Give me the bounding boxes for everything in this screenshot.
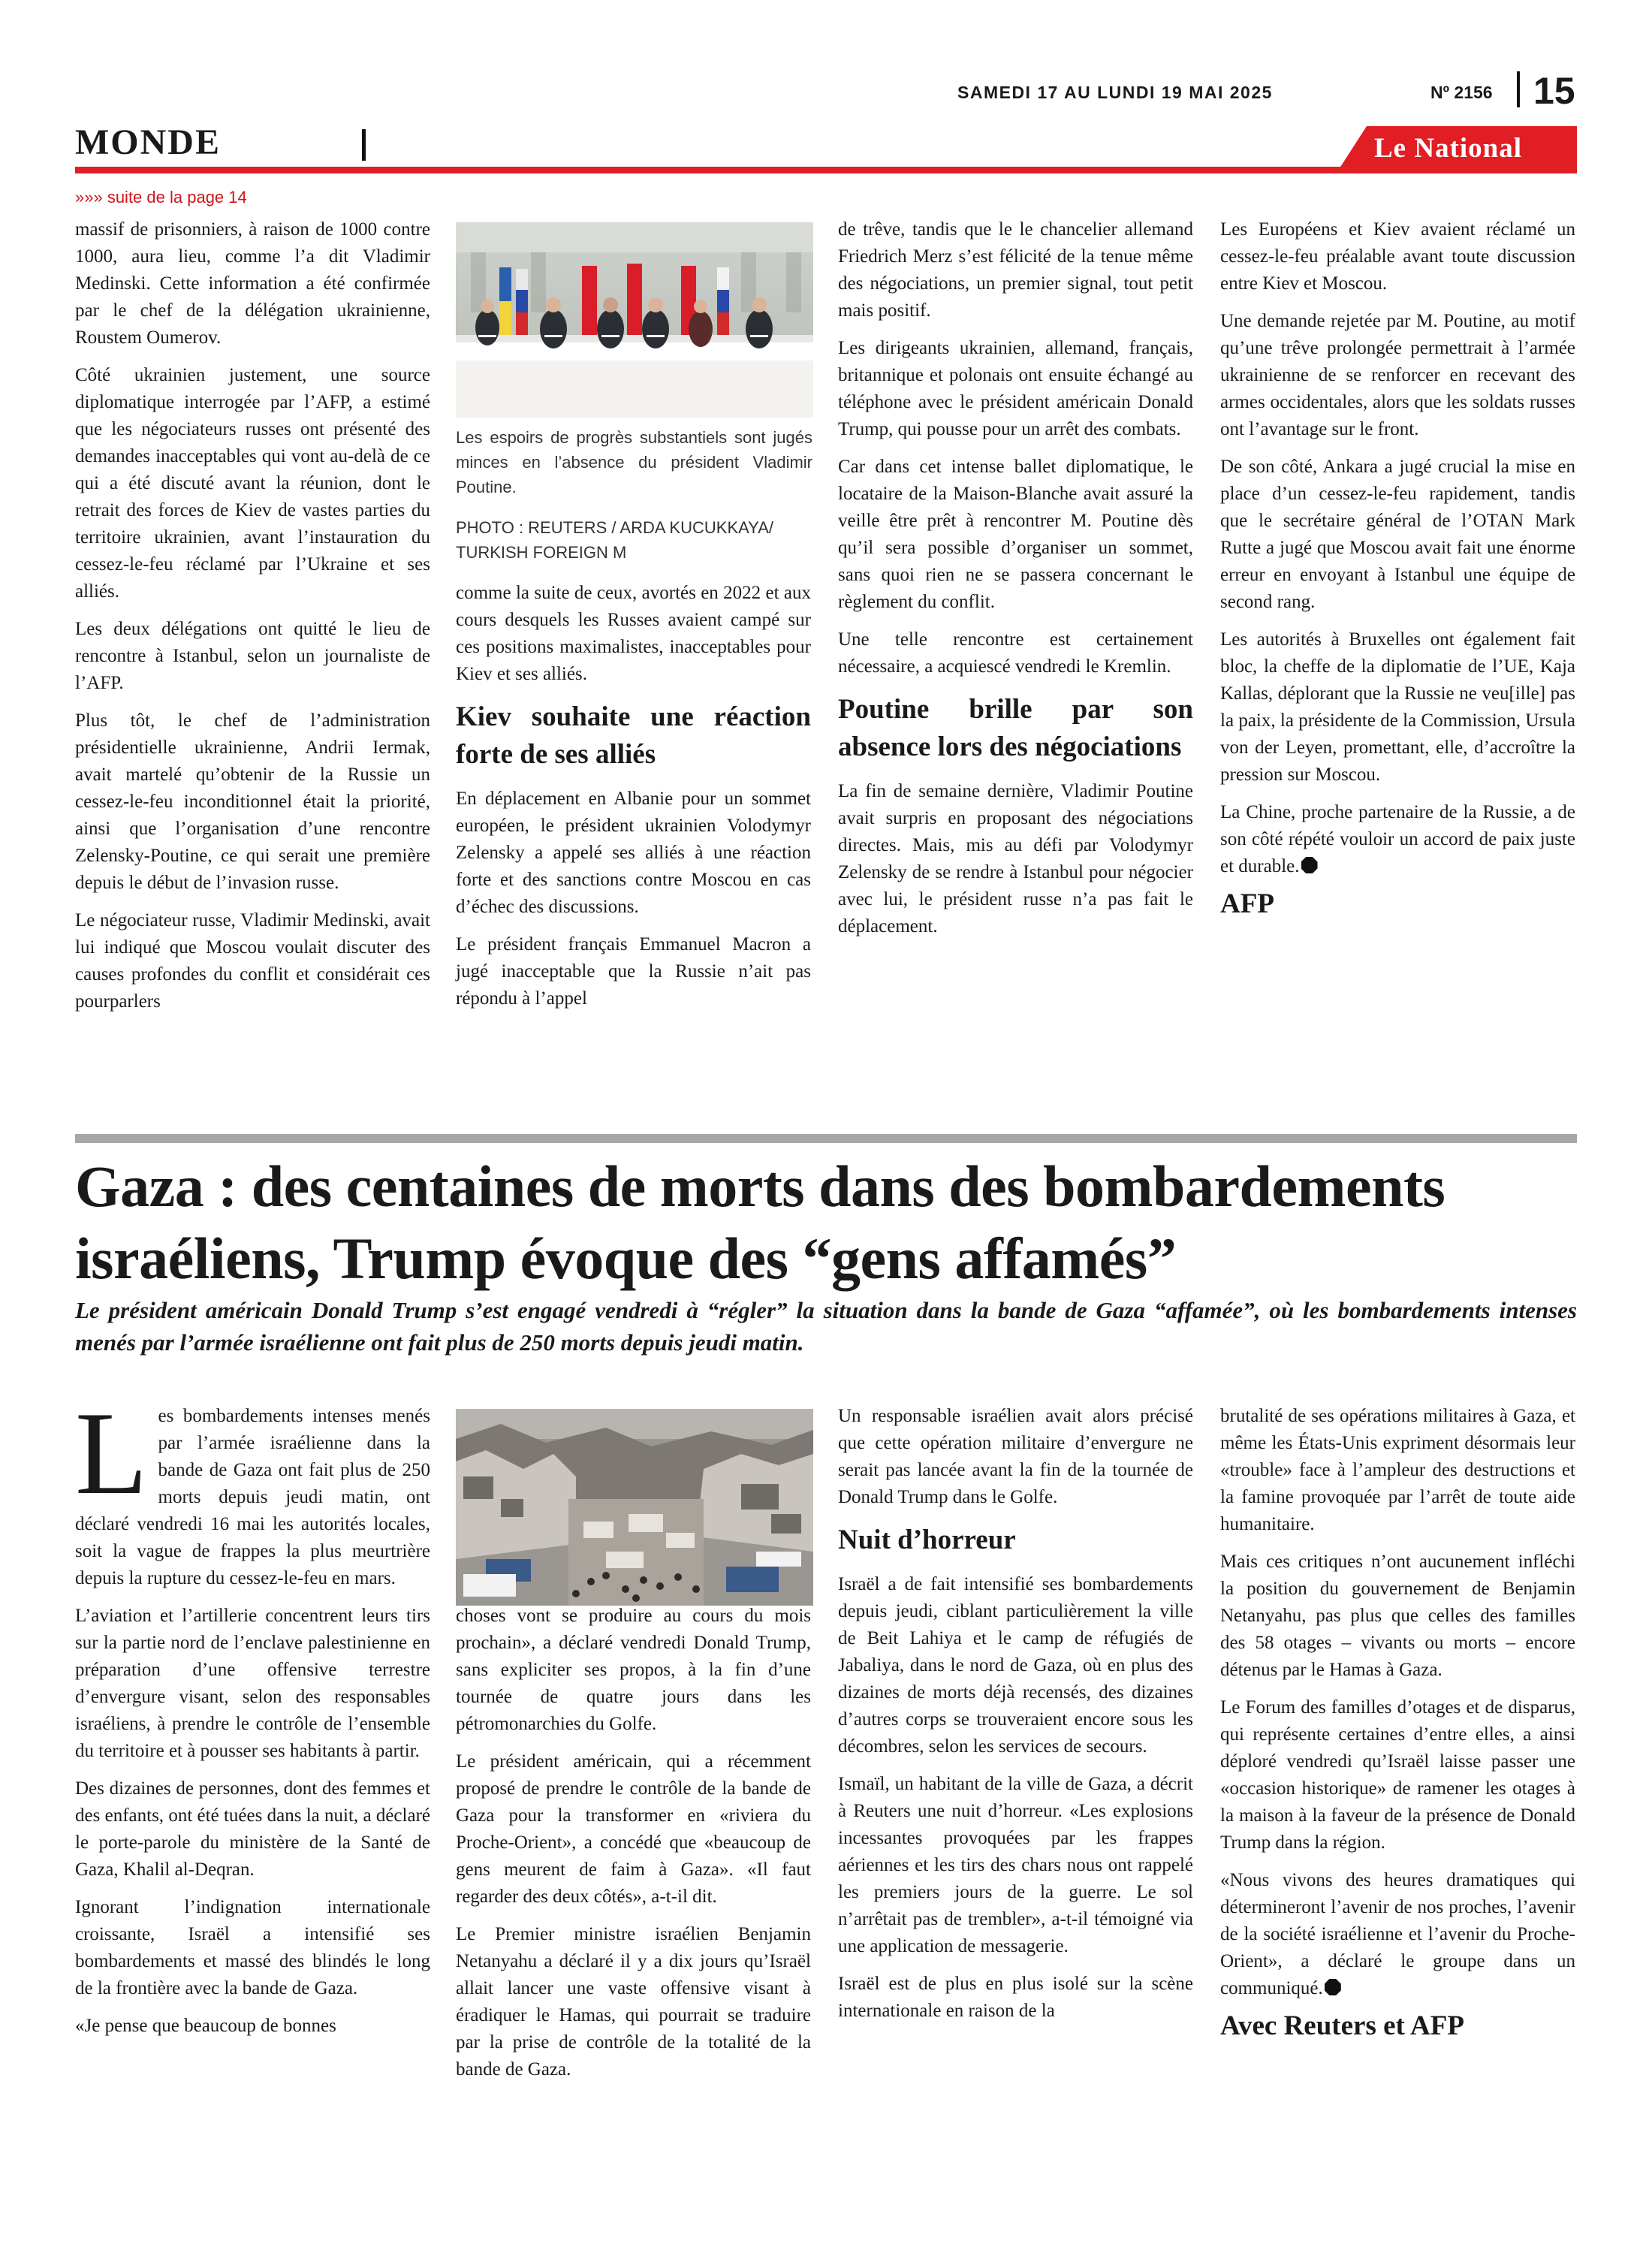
paragraph: Le négociateur russe, Vladimir Medinski, avait lui indiqué que Moscou voulait discuter des causes profondes du conflit et considérait ces pourparlers [75, 910, 430, 1012]
article2-column-4 [1220, 1403, 1575, 2040]
subheading: Poutine brille par son absence lors des négociations [838, 694, 1193, 762]
paragraph: choses vont se produire au cours du mois prochain», a déclaré vendredi Donald Trump, sans expliciter ses propos, à la fin d’une tournée de quatre jours dans les pétromonarchies du Golfe. [456, 1606, 811, 1734]
paragraph: «Je pense que beaucoup de bonnes [75, 2016, 336, 2036]
negotiation-photo [456, 222, 813, 418]
article2-column-3 [838, 1403, 1193, 2035]
paragraph: Une telle rencontre est certainement nécessaire, a acquiescé vendredi le Kremlin. [838, 629, 1193, 677]
paragraph-text: «Nous vivons des heures dramatiques qui détermineront l’avenir de nos proches, l’avenir de la société israélienne et l’avenir du Proche-Orient», a déclaré le groupe dans un communiqué. [1220, 1870, 1575, 1998]
paragraph: En déplacement en Albanie pour un sommet européen, le président ukrainien Volodymyr Zelensky a appelé ses alliés à une réaction forte et des sanctions contre Moscou en cas d’échec des discussions. [456, 789, 811, 917]
end-of-article-icon [1301, 857, 1318, 873]
continued-from-label: »»» suite de la page 14 [75, 188, 247, 207]
gaza-photo [456, 1409, 813, 1606]
paragraph: Israël est de plus en plus isolé sur la scène internationale en raison de la [838, 1974, 1193, 2021]
paragraph-text: La Chine, proche partenaire de la Russie, a de son côté répété vouloir un accord de paix juste et durable. [1220, 802, 1575, 876]
subheading: Nuit d’horreur [838, 1525, 1016, 1555]
paragraph: Ismaïl, un habitant de la ville de Gaza, a décrit à Reuters une nuit d’horreur. «Les explosions incessantes provoquées par les frappes aériennes et les tirs des chars nous ont rappelé les premiers jours de la guerre. Le sol n’arrêtait pas de trembler», a-t-il témoigné via une application de messagerie. [838, 1774, 1193, 1956]
paragraph-text: es bombardements intenses menés par l’armée israélienne dans la bande de Gaza ont fait plus de 250 morts depuis jeudi matin, ont déclaré vendredi 16 mai les autorités locales, soit la vague de frappes la plus meurtrière depuis la rupture du cessez-le-feu en mars. [75, 1406, 430, 1588]
paragraph: comme la suite de ceux, avortés en 2022 et aux cours desquels les Russes avaient campé sur ces positions maximalistes, inacceptables pour Kiev et ses alliés. [456, 583, 811, 684]
paragraph: Le Forum des familles d’otages et de disparus, qui représente certaines d’entre elles, a ainsi déploré vendredi qu’Israël laisse passer une «occasion historique» de ramener les otages à la maison à la faveur de la présence de Donald Trump dans la région. [1220, 1697, 1575, 1853]
article1-column-1 [75, 216, 430, 1026]
article-separator [75, 1134, 1577, 1143]
brand-name: Le National [1374, 133, 1523, 164]
article-lead: Le président américain Donald Trump s’est engagé vendredi à “régler” la situation dans la bande de Gaza “affamée”, où les bombardements intenses menés par l’armée israélienne ont fait plus de 250 morts depuis jeudi matin. [75, 1297, 1577, 1356]
issue-number: Nº 2156 [1430, 83, 1493, 102]
paragraph: Les autorités à Bruxelles ont également fait bloc, la cheffe de la diplomatie de l’UE, Kaja Kallas, déplorant que la Russie ne veu[ille] pas la paix, la présidente de la Commission, Ursula von der Leyen, promettant, elle, d’accroître la pression sur Moscou. [1220, 629, 1575, 785]
paragraph: Une demande rejetée par M. Poutine, au motif qu’une trêve prolongée permettrait à l’armée ukrainienne de se renforcer en recevant des armes occidentales, alors que les soldats russes ont l’avantage sur le front. [1220, 311, 1575, 439]
paragraph: Plus tôt, le chef de l’administration présidentielle ukrainienne, Andrii Iermak, avait martelé qu’obtenir de la Russie un cessez-le-feu inconditionnel était la priorité, ainsi que l’organisation d’une rencontre Zelensky-Poutine, ce qui serait une première depuis le début de l’invasion russe. [75, 710, 430, 893]
paragraph: Israël a de fait intensifié ses bombardements depuis jeudi, ciblant particulièrement la ville de Beit Lahiya et le camp de réfugiés de Jabaliya, dans le nord de Gaza, où en plus des dizaines de morts déjà recensés, des dizaines d’autres corps se trouveraient encore sous les décombres, selon les services de secours. [838, 1574, 1193, 1757]
subheading: Kiev souhaite une réaction forte de ses alliés [456, 701, 811, 770]
paragraph: L’aviation et l’artillerie concentrent leurs tirs sur la partie nord de l’enclave palestinienne en préparation d’une offensive terrestre d’envergure visant, selon des responsables israéliens, à prendre le contrôle de l’ensemble du territoire et à pousser ses habitants à partir. [75, 1606, 430, 1761]
paragraph: De son côté, Ankara a jugé crucial la mise en place d’un cessez-le-feu rapidement, tandis que le secrétaire général de l’OTAN Mark Rutte a jugé que Moscou avait fait une énorme erreur en envoyant à Istanbul une équipe de second rang. [1220, 457, 1575, 612]
issue-date: SAMEDI 17 AU LUNDI 19 MAI 2025 [957, 83, 1273, 102]
paragraph: Les deux délégations ont quitté le lieu de rencontre à Istanbul, selon un journaliste de l’AFP. [75, 619, 430, 693]
article2-column-2 [456, 1603, 811, 2094]
paragraph: Les Européens et Kiev avaient réclamé un cessez-le-feu préalable avant toute discussion entre Kiev et Moscou. [1220, 219, 1575, 294]
end-of-article-icon [1325, 1979, 1341, 1995]
paragraph: Ignorant l’indignation internationale croissante, Israël a intensifié ses bombardements et massé des blindés le long de la frontière avec la bande de Gaza. [75, 1897, 430, 1998]
article1-column-3 [838, 216, 1193, 951]
section-title: MONDE [75, 122, 221, 162]
article1-column-2 [456, 580, 811, 1023]
paragraph: Mais ces critiques n’ont aucunement infléchi la position du gouvernement de Benjamin Netanyahu, pas plus que celles des familles des 58 otages – vivants ou morts – encore détenus par le Hamas à Gaza. [1220, 1552, 1575, 1680]
paragraph [1220, 799, 1575, 880]
paragraph: Les dirigeants ukrainien, allemand, français, britannique et polonais ont ensuite échangé au téléphone avec le président américain Donald Trump, qui pousse pour un arrêt des combats. [838, 338, 1193, 439]
article2-column-1 [75, 1388, 430, 2050]
section-title-bar [362, 129, 366, 161]
paragraph: de trêve, tandis que le le chancelier allemand Friedrich Merz s’est félicité de la tenue même des négociations, un premier signal, tout petit mais positif. [838, 219, 1193, 321]
paragraph: La fin de semaine dernière, Vladimir Poutine avait surpris en proposant des négociations directes. Mais, mis au défi par Volodymyr Zelensky de se rendre à Istanbul pour négocier avec lui, le président russe n’a pas fait le déplacement. [838, 781, 1193, 936]
paragraph: brutalité de ses opérations militaires à Gaza, et même les États-Unis expriment désormais leur «trouble» face à l’ampleur des destructions et la famine provoquée par l’arrêt de toute aide humanitaire. [1220, 1406, 1575, 1534]
paragraph: Le président français Emmanuel Macron a jugé inacceptable que la Russie n’ait pas répondu à l’appel [456, 934, 811, 1009]
paragraph: Le Premier ministre israélien Benjamin Netanyahu a déclaré il y a dix jours qu’Israël allait lancer une vaste offensive visant à éradiquer le Hamas, qui pourrait se traduire par la prise de contrôle de la totalité de la bande de Gaza. [456, 1924, 811, 2080]
paragraph: Car dans cet intense ballet diplomatique, le locataire de la Maison-Blanche avait assuré la veille être prêt à rencontrer M. Poutine dès qu’il sera possible d’organiser un sommet, sans quoi rien ne se passera concernant le règlement du conflit. [838, 457, 1193, 612]
article-signature: AFP [1220, 888, 1274, 919]
paragraph: massif de prisonniers, à raison de 1000 contre 1000, aura lieu, comme l’a dit Vladimir Medinski. Cette information a été confirmée par le chef de la délégation ukrainienne, Roustem Oumerov. [75, 219, 430, 348]
paragraph: Le président américain, qui a récemment proposé de prendre le contrôle de la bande de Gaza pour la transformer en «riviera du Proche-Orient», a concédé que «beaucoup de gens meurent de faim à Gaza». «Il faut regarder des deux côtés», a-t-il dit. [456, 1751, 811, 1907]
page-number: 15 [1533, 70, 1575, 112]
header-divider [1517, 71, 1520, 107]
drop-cap: L [75, 1388, 148, 1519]
paragraph [1220, 1867, 1575, 2002]
article1-column-4 [1220, 216, 1575, 918]
article-signature: Avec Reuters et AFP [1220, 2010, 1464, 2041]
paragraph: Des dizaines de personnes, dont des femmes et des enfants, ont été tuées dans la nuit, a déclaré le porte-parole du ministère de la Santé de Gaza, Khalil al-Deqran. [75, 1778, 430, 1880]
paragraph [75, 1388, 430, 1592]
paragraph: Côté ukrainien justement, une source diplomatique interrogée par l’AFP, a estimé que les négociateurs russes ont présenté des demandes inacceptables qui vont au-delà de ce qui a été discuté avant la réunion, dont le retrait des forces de Kiev de vastes parties du territoire ukrainien, avant l’instauration du cessez-le-feu réclamé par l’Ukraine et ses alliés. [75, 365, 430, 602]
photo-caption: Les espoirs de progrès substantiels sont jugés minces en l’absence du président Vladimir Poutine. [456, 428, 812, 496]
photo-credit: PHOTO : REUTERS / ARDA KUCUKKAYA/ TURKISH FOREIGN M [456, 518, 773, 562]
article-headline: Gaza : des centaines de morts dans des bombardements israéliens, Trump évoque des “gens affamés” [75, 1154, 1446, 1291]
paragraph: Un responsable israélien avait alors précisé que cette opération militaire d’envergure ne serait pas lancée avant la fin de la tournée de Donald Trump dans le Golfe. [838, 1406, 1193, 1507]
